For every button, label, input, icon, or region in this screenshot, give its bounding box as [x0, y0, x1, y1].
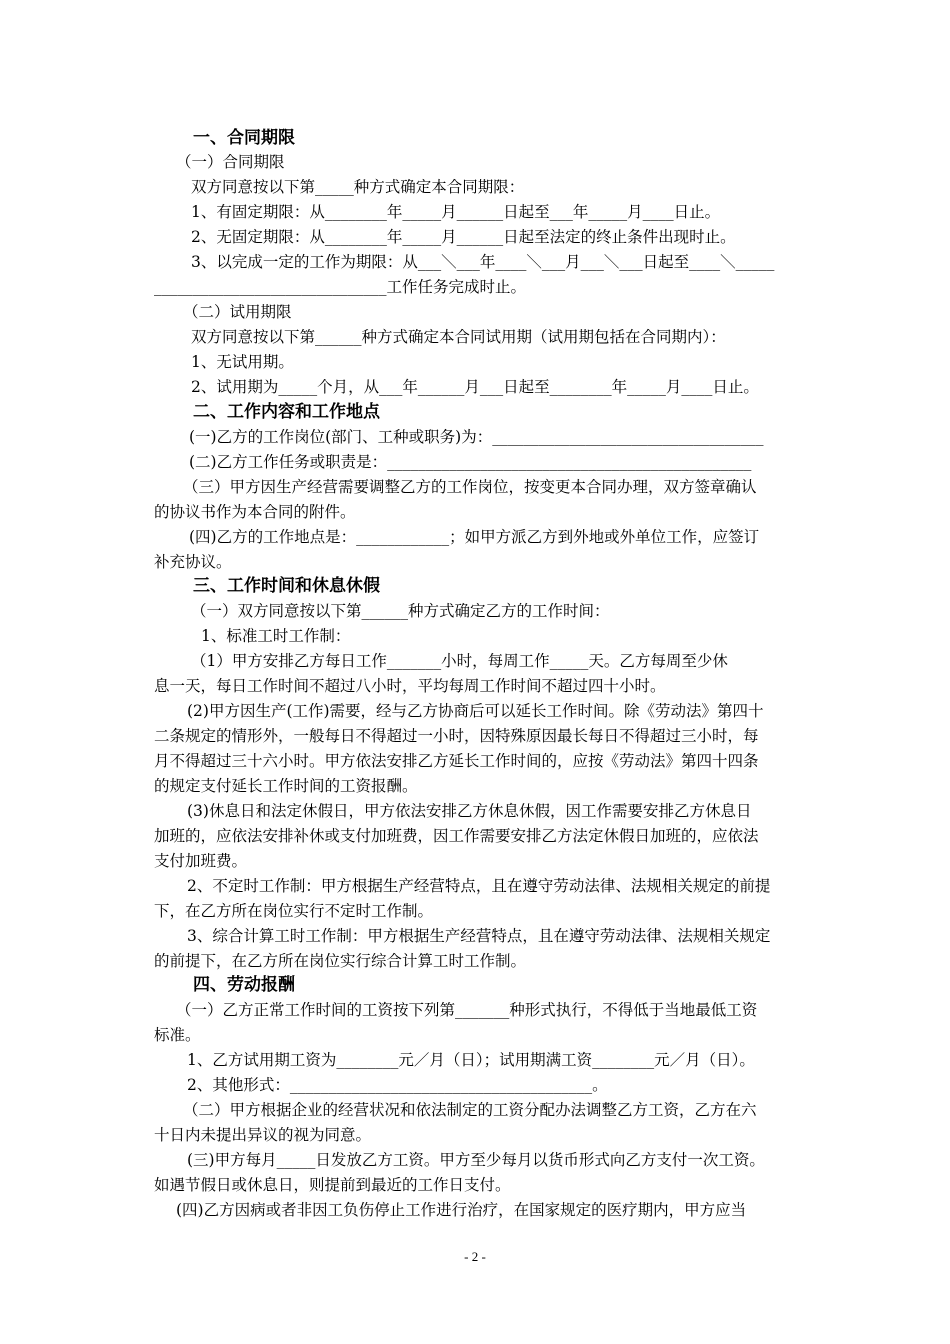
text-line: （三）甲方因生产经营需要调整乙方的工作岗位，按变更本合同办理，双方签章确认 — [183, 478, 757, 496]
text-line: 的前提下，在乙方所在岗位实行综合计算工时工作制。 — [154, 952, 527, 970]
text-line: 2、其他形式：_______________________________________。 — [187, 1076, 608, 1094]
text-line: 2、无固定期限：从________年_____月______日起至法定的终止条件出现时止。 — [191, 228, 736, 246]
section-heading-work-hours: 三、工作时间和休息休假 — [193, 576, 380, 596]
text-line: 息一天，每日工作时间不超过八小时，平均每周工作时间不超过四十小时。 — [154, 677, 666, 695]
text-line: （一）乙方正常工作时间的工资按下列第_______种形式执行，不得低于当地最低工资 — [176, 1001, 758, 1019]
text-line: 支付加班费。 — [154, 852, 248, 870]
text-line: 加班的，应依法安排补休或支付加班费，因工作需要安排乙方法定休假日加班的，应依法 — [154, 827, 759, 845]
text-line: 的协议书作为本合同的附件。 — [154, 503, 356, 521]
text-line: 3、综合计算工时工作制：甲方根据生产经营特点，且在遵守劳动法律、法规相关规定 — [187, 927, 771, 945]
text-line: 双方同意按以下第______种方式确定本合同试用期（试用期包括在合同期内）： — [191, 328, 726, 346]
text-line: 双方同意按以下第_____种方式确定本合同期限： — [191, 178, 525, 196]
text-line: 1、乙方试用期工资为________元／月（日）；试用期满工资________元／月（日）。 — [187, 1051, 755, 1069]
text-line: 1、无试用期。 — [191, 353, 294, 371]
section-heading-remuneration: 四、劳动报酬 — [193, 975, 295, 995]
text-line: （二）甲方根据企业的经营状况和依法制定的工资分配办法调整乙方工资，乙方在六 — [183, 1101, 757, 1119]
section-heading-work-content: 二、工作内容和工作地点 — [193, 402, 380, 422]
text-line: (四)乙方的工作地点是：____________；如甲方派乙方到外地或外单位工作，应签订 — [189, 528, 760, 546]
text-line: （一）双方同意按以下第______种方式确定乙方的工作时间： — [191, 602, 610, 620]
text-line: 月不得超过三十六小时。甲方依法安排乙方延长工作时间的，应按《劳动法》第四十四条 — [154, 752, 759, 770]
text-line: (一)乙方的工作岗位(部门、工种或职务)为：___________________________________ — [189, 428, 764, 446]
text-line: 的规定支付延长工作时间的工资报酬。 — [154, 777, 418, 795]
text-line: 1、标准工时工作制： — [201, 627, 351, 645]
section-heading-contract-term: 一、合同期限 — [193, 128, 295, 148]
text-line: 二条规定的情形外，一般每日不得超过一小时，因特殊原因最长每日不得超过三小时，每 — [154, 727, 759, 745]
text-line: ______________________________工作任务完成时止。 — [154, 278, 527, 296]
page-number: - 2 - — [464, 1249, 486, 1264]
text-line: （1）甲方安排乙方每日工作_______小时，每周工作_____天。乙方每周至少休 — [191, 652, 728, 670]
text-line: 如遇节假日或休息日，则提前到最近的工作日支付。 — [154, 1176, 511, 1194]
text-line: 补充协议。 — [154, 553, 232, 571]
text-line: (四)乙方因病或者非因工负伤停止工作进行治疗，在国家规定的医疗期内，甲方应当 — [176, 1201, 747, 1219]
text-line: (3)休息日和法定休假日，甲方依法安排乙方休息休假，因工作需要安排乙方休息日 — [187, 802, 752, 820]
text-line: (2)甲方因生产(工作)需要，经与乙方协商后可以延长工作时间。除《劳动法》第四十 — [187, 702, 764, 720]
subheading-probation: （二）试用期限 — [183, 303, 292, 321]
text-line: 2、试用期为_____个月，从___年______月___日起至________年_____月____日止。 — [191, 378, 759, 396]
text-line: 十日内未提出异议的视为同意。 — [154, 1126, 372, 1144]
text-line: 3、以完成一定的工作为期限：从___＼___年____＼___月___＼___日起至____＼_____ — [191, 253, 775, 271]
subheading-contract-term: （一）合同期限 — [176, 153, 285, 171]
text-line: 2、不定时工作制：甲方根据生产经营特点，且在遵守劳动法律、法规相关规定的前提 — [187, 877, 771, 895]
text-line: (二)乙方工作任务或职责是：_______________________________________________ — [189, 453, 752, 471]
text-line: (三)甲方每月_____日发放乙方工资。甲方至少每月以货币形式向乙方支付一次工资。 — [187, 1151, 765, 1169]
text-line: 1、有固定期限：从________年_____月______日起至___年_____月____日止。 — [191, 203, 721, 221]
text-line: 标准。 — [154, 1026, 201, 1044]
text-line: 下，在乙方所在岗位实行不定时工作制。 — [154, 902, 434, 920]
